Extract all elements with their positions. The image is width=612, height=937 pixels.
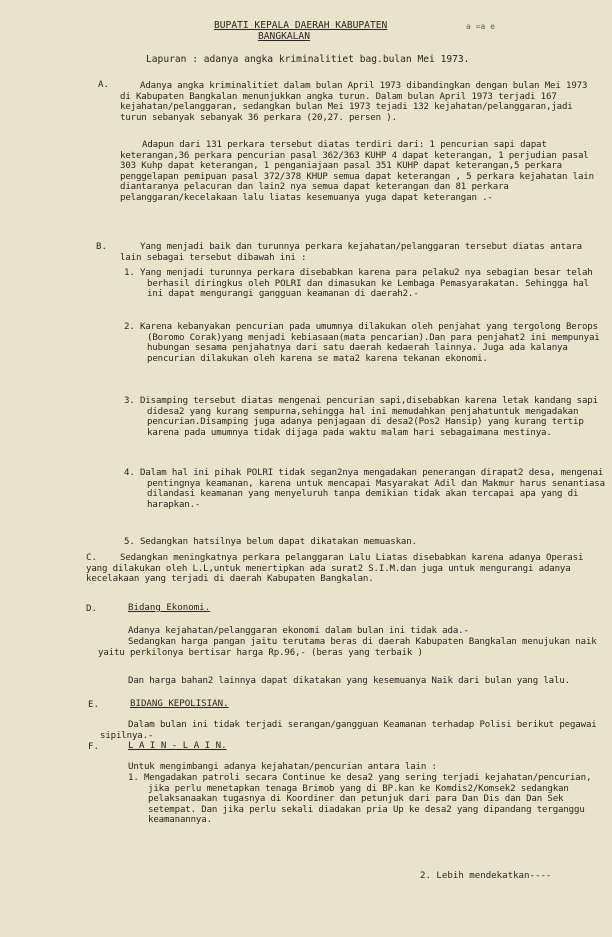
continuation-note: 2. Lebih mendekatkan---- — [420, 871, 552, 881]
section-a-paragraph-1: Adanya angka kriminalitiet dalam bulan April 1973 dibandingkan dengan bulan Mei 1973 di Kabupaten Bangkalan menunjukkan angka turun. Dalam bulan April 1973 terjadi 167 kejahatan/pelanggaran, sedangkan bulan Mei 1973 tejadi 132 kejahatan/pelanggaran,jadi turun sebanyak sebanyak 36 perkara (20,27. persen ). — [120, 81, 593, 123]
subject-line: Lapuran : adanya angka kriminalitiet bag.bulan Mei 1973. — [146, 54, 470, 65]
section-f-letter: F. — [88, 742, 99, 752]
section-c-paragraph: Sedangkan meningkatnya perkara pelanggaran Lalu Liatas disebabkan karena adanya Operasi yang dilakukan oleh L.L,untuk menertipkan ada surat2 S.I.M.dan juga untuk mengurangi adanya kecelakaan yang terjadi di daerah Kabupaten Bangkalan. — [86, 553, 589, 585]
section-b-item-4: 4. Dalam hal ini pihak POLRI tidak segan2nya mengadakan penerangan dirapat2 desa, mengenai pentingnya keamanan, karena untuk mencapai Masyarakat Adil dan Makmur harus senantiasa dilandasi keamanan yang menyeluruh tanpa demikian tidak akan tercapai apa yang di harapkan.- — [124, 468, 611, 510]
section-b-letter: B. — [96, 242, 107, 252]
section-e-letter: E. — [88, 700, 99, 710]
section-e-title: BIDANG KEPOLISIAN. — [130, 699, 229, 709]
section-f-title: L A I N - L A I N. — [128, 741, 227, 751]
section-e-paragraph: Dalam bulan ini tidak terjadi serangan/gangguan Keamanan terhadap Polisi berikut pegawai sipilnya.- — [100, 720, 602, 741]
section-b-item-2: 2. Karena kebanyakan pencurian pada umumnya dilakukan oleh penjahat yang tergolong Berops (Boromo Corak)yang menjadi kebiasaan(mata pencarian).Dan para penjahat2 ini mempunyai hubungan sesama penjahatnya dari satu daerah kedaerah lainnya. Juga ada kalanya pencurian dilakukan oleh karena se mata2 karena tekanan ekonomi. — [124, 322, 605, 364]
section-d-paragraph-1: Adanya kejahatan/pelanggaran ekonomi dalam bulan ini tidak ada.- — [128, 626, 469, 636]
section-b-item-1: 1. Yang menjadi turunnya perkara disebabkan karena para pelaku2 nya sebagian besar telah berhasil diringkus oleh POLRI dan dimasukan ke Lembaga Pemasyarakatan. Sehingga hal ini dapat mengurangi gangguan keamanan di daerah2.- — [124, 268, 598, 300]
letterhead-line-1: BUPATI KEPALA DAERAH KABUPATEN — [214, 20, 388, 31]
section-d-letter: D. — [86, 604, 97, 614]
corner-mark: a =a e — [466, 22, 495, 31]
section-c-letter: C. — [86, 553, 97, 563]
letterhead-line-2: BANGKALAN — [258, 31, 310, 42]
section-d-title: Bidang Ekonomi. — [128, 603, 211, 613]
section-f-intro: Untuk mengimbangi adanya kejahatan/pencurian antara lain : — [128, 762, 437, 772]
section-a-paragraph-2: Adapun dari 131 perkara tersebut diatas terdiri dari: 1 pencurian sapi dapat keterangan,36 perkara pencurian pasal 362/363 KUHP 4 dapat keterangan, 1 perjudian pasal 303 Kuhp dapat keterangan, 1 penganiajaan pasal 351 KUHP dapat keterangan,5 perkara penggelapan pemipuan pasal 372/378 KHUP semua dapat keterangan , 5 perkara kejahatan lain diantaranya pelacuran dan lain2 nya semua dapat keterangan dan 81 perkara pelanggaran/kecelakaan lalu liatas kesemuanya yuga dapat keterangan .- — [120, 140, 600, 203]
section-f-item-1: 1. Mengadakan patroli secara Continue ke desa2 yang sering terjadi kejahatan/pencurian, jika perlu menetapkan tenaga Brimob yang di BP.kan ke Komdis2/Komsek2 sedangkan pelaksanaakan tugasnya di Koordiner dan petunjuk dari para Dan Dis dan Dan Sek setempat. Dan jika perlu sekali diadakan pria Up ke desa2 yang dipandang terganggu keamanannya. — [128, 773, 597, 826]
section-b-item-3: 3. Disamping tersebut diatas mengenai pencurian sapi,disebabkan karena letak kandang sapi didesa2 yang kurang sempurna,sehingga hal ini memudahkan penjahatuntuk mengadakan pencurian.Disamping juga adanya penjagaan di desa2(Pos2 Hansip) yang kurang tertip karena pada umumnya tidak dijaga pada waktu malam hari sebagaimana mestinya. — [124, 396, 604, 438]
section-a-letter: A. — [98, 80, 109, 90]
section-d-paragraph-3: Dan harga bahan2 lainnya dapat dikatakan yang kesemuanya Naik dari bulan yang lalu. — [128, 676, 570, 686]
section-d-paragraph-2: Sedangkan harga pangan jaitu terutama beras di daerah Kabupaten Bangkalan menujukan naik yaitu perkilonya bertisar harga Rp.96,- (beras yang terbaik ) — [98, 637, 602, 658]
section-b-intro: Yang menjadi baik dan turunnya perkara kejahatan/pelanggaran tersebut diatas antara lain sebagai tersebut dibawah ini : — [120, 242, 588, 263]
section-b-item-5: 5. Sedangkan hatsilnya belum dapat dikatakan memuaskan. — [124, 537, 417, 547]
